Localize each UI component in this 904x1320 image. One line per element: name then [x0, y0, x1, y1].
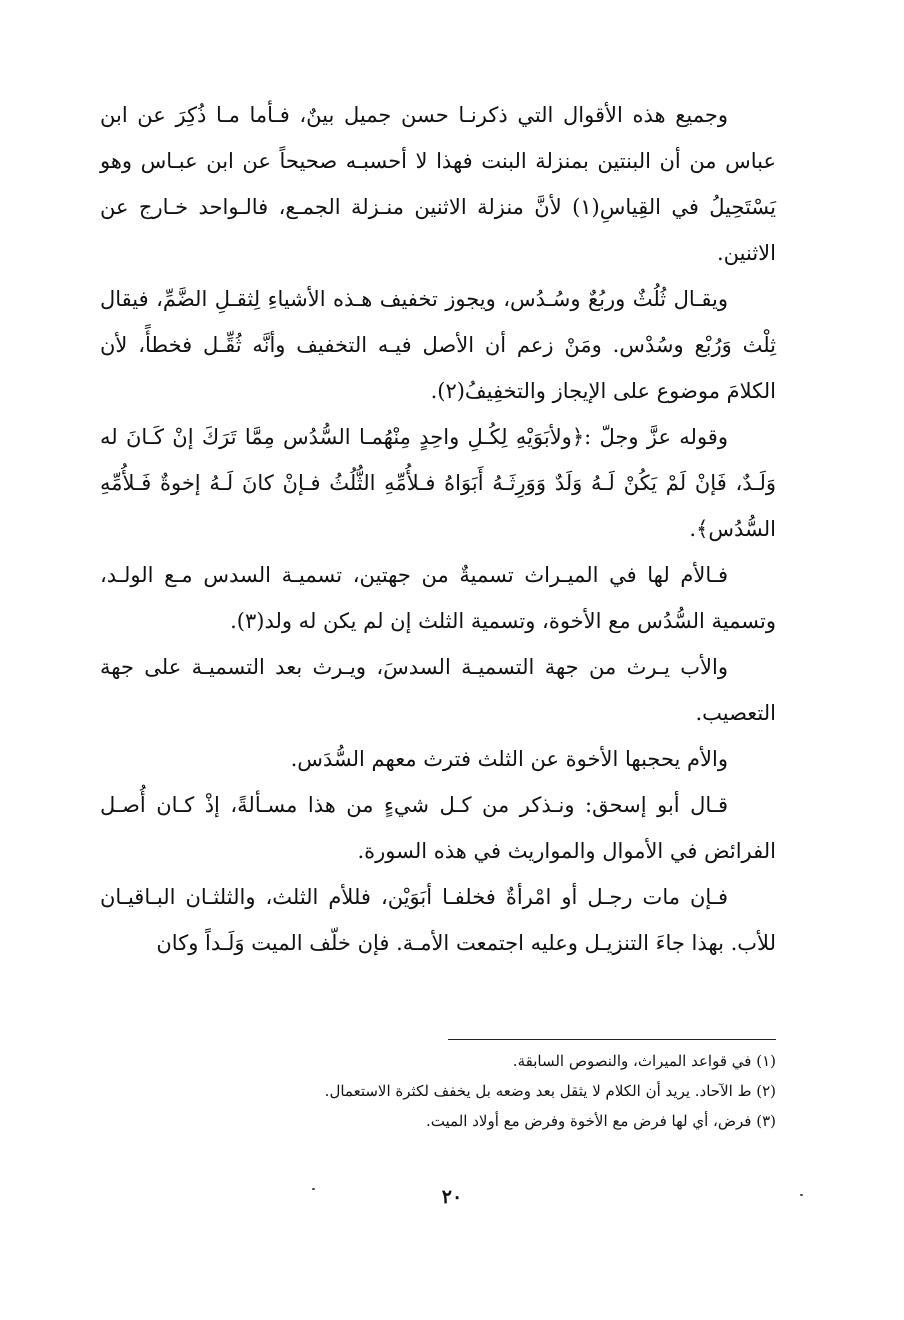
scan-speck — [800, 1194, 803, 1196]
page-number: ٢٠ — [441, 1186, 463, 1208]
scan-speck — [312, 1188, 315, 1190]
footnote-1: (١) في قواعد الميراث، والنصوص السابقة. — [512, 1052, 776, 1070]
footnotes — [100, 1046, 776, 1136]
paragraph-5: والأب يـرث من جهة التسميـة السدسَ، ويـرث بعد التسميـة على جهة التعصيب. — [100, 655, 776, 725]
paragraph-8: فـإن مات رجـل أو امْرأةٌ فخلفـا أبَوَيْن، فللأم الثلث، والثلثـان البـاقيـان للأب. بهذا جاءَ التنزيـل وعليه اجتمعت الأمـة. فإن خلّف الميت وَلَـداً وكان — [100, 885, 776, 955]
footnote-2: (٢) ط الآحاد. يريد أن الكلام لا يثقل بعد وضعه بل يخفف لكثرة الاستعمال. — [324, 1082, 776, 1100]
footnote-divider — [448, 1039, 776, 1040]
paragraph-7: قـال أبو إسحق: ونـذكر من كـل شيءٍ من هذا مسـألةً، إذْ كـان أُصـل الفرائض في الأموال والمواريث في هذه السورة. — [100, 793, 776, 863]
paragraph-1: وجميع هذه الأقوال التي ذكرنـا حسن جميل بينٌ، فـأما مـا ذُكِرَ عن ابن عباس من أن البنتين بمنزلة البنت فهذا لا أحسبـه صحيحاً عن ابن عبـاس وهو يَسْتَحِيلُ في القِياسِ(١) لأنَّ منزلة الاثنين منـزلة الجمـع، فالـواحد خـارج عن الاثنين. — [100, 103, 776, 265]
paragraph-4: فـالأم لها في الميـراث تسميةٌ من جهتين، تسميـة السدس مـع الولـد، وتسمية السُّدُس مع الأخوة، وتسمية الثلث إن لم يكن له ولد(٣). — [100, 563, 776, 633]
footnote-3: (٣) فرض، أي لها فرض مع الأخوة وفرض مع أولاد الميت. — [426, 1112, 776, 1130]
paragraph-3-quran-verse: وقوله عزَّ وجلّ :﴿ولأبَوَيْهِ لِكُـلِ واحِدٍ مِنْهُمـا السُّدُس مِمَّا تَرَكَ إنْ كَـانَ له وَلَـدٌ، فَإنْ لَمْ يَكُنْ لَـهُ وَلَدٌ وَوَرِثَـهُ أَبَوَاهُ فـلأُمِّهِ الثُّلُثُ فـإنْ كانَ لَـهُ إخوةٌ فَـلأُمِّهِ السُّدُس﴾. — [100, 425, 776, 541]
paragraph-6: والأم يحجبها الأخوة عن الثلث فترث معهم السُّدَس. — [290, 747, 728, 771]
main-text — [100, 92, 776, 966]
paragraph-2: ويقـال ثُلُثٌ وربُعٌ وسُـدُس، ويجوز تخفيف هـذه الأشياءِ لِثقـلِ الضَّمِّ، فيقال ثِلْث وَرُبْع وسُدْس. ومَنْ زعم أن الأصل فيـه التخفيف وأنَّه ثُقِّـل فخطأً، لأن الكلامَ موضوع على الإيجاز والتخفِيفُ(٢). — [100, 287, 776, 403]
